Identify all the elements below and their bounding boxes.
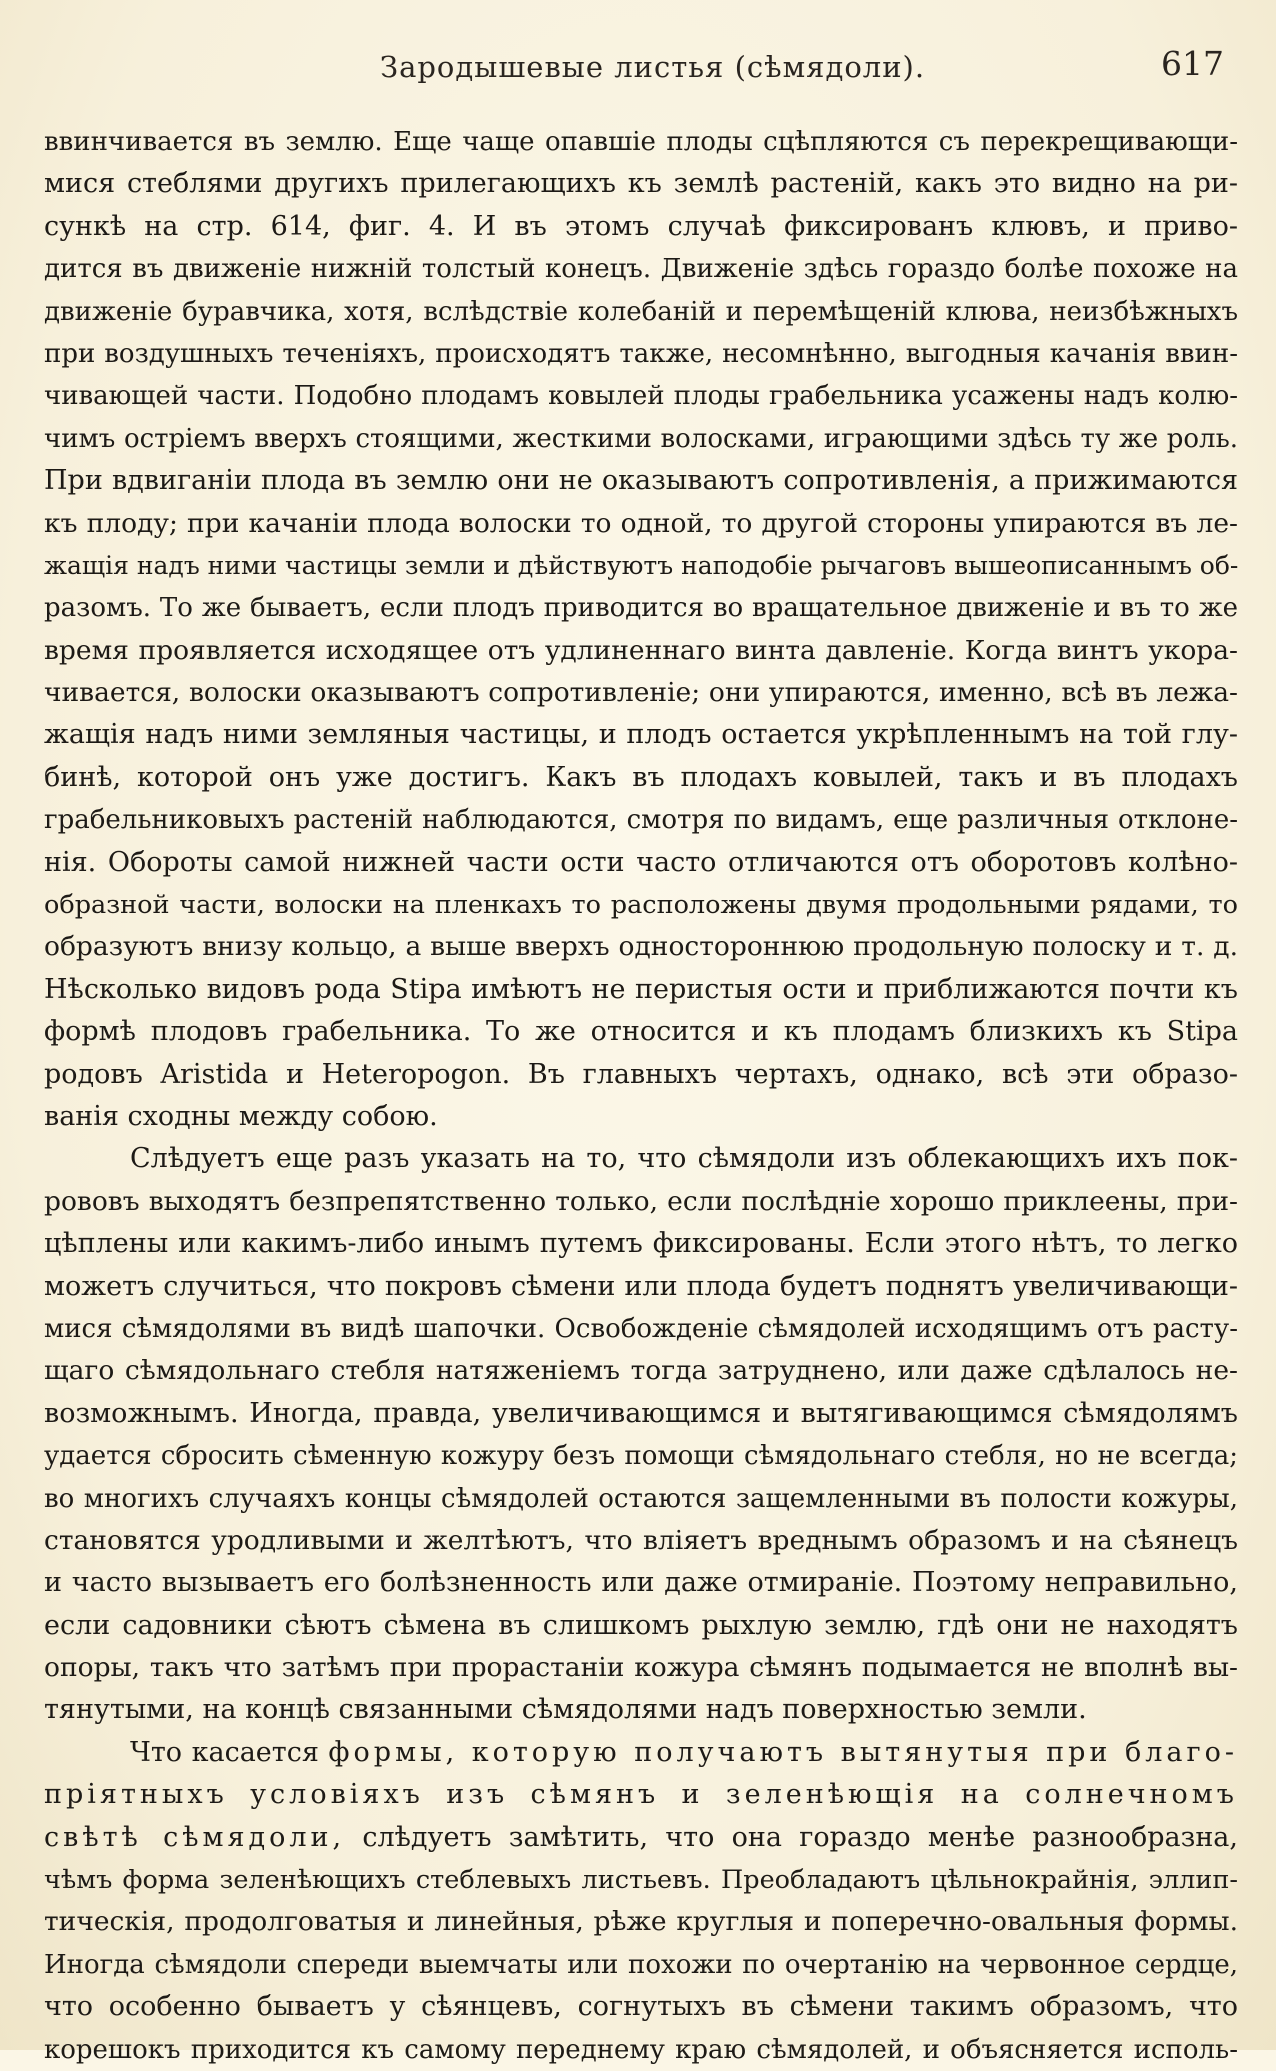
text-line: чивается, волоски оказываютъ сопротивленiе; они упираются, именно, всѣ въ лежа- xyxy=(44,677,1238,709)
text-line: тянутыми, на концѣ связанными сѣмядолями надъ поверхностью земли. xyxy=(44,1694,1087,1726)
emphasized-text: свѣтѣ сѣмядоли, xyxy=(44,1821,346,1853)
text-line: къ плоду; при качанiи плода волоски то одной, то другой стороны упираются въ ле- xyxy=(44,507,1238,539)
text-line: грабельниковыхъ растенiй наблюдаются, смотря по видамъ, еще различныя отклоне- xyxy=(44,805,1238,836)
page-number: 617 xyxy=(1161,44,1224,83)
text-line: чивающей части. Подобно плодамъ ковылей плоды грабельника усажены надъ колю- xyxy=(44,381,1238,412)
text-line: ванiя сходны между собою. xyxy=(44,1100,438,1132)
text-line: чимъ острiемъ вверхъ стоящими, жесткими волосками, играющими здѣсь ту же роль. xyxy=(44,423,1238,454)
text-line xyxy=(44,1732,1238,1774)
text-line: дится въ движенiе нижнiй толстый конецъ. Движенiе здѣсь гораздо болѣе похоже на xyxy=(44,254,1238,285)
text-line: сункѣ на стр. 614, фиг. 4. И въ этомъ случаѣ фиксированъ клювъ, и приво- xyxy=(44,210,1238,242)
text-line: щаго сѣмядольнаго стебля натяженiемъ тогда затруднено, или даже сдѣлалось не- xyxy=(44,1355,1238,1387)
text-line: что особенно бываетъ у сѣянцевъ, согнутыхъ въ сѣмени такимъ образомъ, что xyxy=(44,1991,1238,2023)
text-line: можетъ случиться, что покровъ сѣмени или плода будетъ поднятъ увеличивающи- xyxy=(44,1270,1238,1302)
text-line: жащiя надъ ними земляныя частицы, и плодъ остается укрѣпленнымъ на той глу- xyxy=(44,719,1238,751)
text-line: чѣмъ форма зеленѣющихъ стеблевыхъ листьевъ. Преобладаютъ цѣльнокрайнiя, эллип- xyxy=(44,1865,1238,1896)
text-line: движенiе буравчика, хотя, вслѣдствiе колебанiй и перемѣщенiй клюва, неизбѣжныхъ xyxy=(44,296,1238,327)
text-line: образуютъ внизу кольцо, а выше вверхъ одностороннюю продольную полоску и т. д. xyxy=(44,931,1238,963)
text-line: рововъ выходятъ безпрепятственно только, если послѣднiе хорошо приклеены, при- xyxy=(44,1185,1238,1217)
text-line: бинѣ, которой онъ уже достигъ. Какъ въ плодахъ ковылей, такъ и въ плодахъ xyxy=(44,761,1238,793)
text-line: Иногда сѣмядоли спереди выемчаты или похожи по очертанiю на червонное сердце, xyxy=(44,1949,1238,1980)
text-line: во многихъ случаяхъ концы сѣмядолей остаются защемленными въ полости кожуры, xyxy=(44,1483,1238,1514)
text-line: время проявляется исходящее отъ удлиненнаго винта давленiе. Когда винтъ укора- xyxy=(44,634,1238,666)
text-line: и часто вызываетъ его болѣзненность или даже отмиранiе. Поэтому неправильно, xyxy=(44,1567,1238,1599)
text-line: корешокъ приходится къ самому переднему краю сѣмядолей, и объясняется исполь- xyxy=(44,2034,1238,2065)
text-line: Слѣдуетъ еще разъ указать на то, что сѣмядоли изъ облекающихъ ихъ пок- xyxy=(130,1143,1238,1175)
text-line: При вдвиганiи плода въ землю они не оказываютъ сопротивленiя, а прижимаются xyxy=(44,465,1238,497)
text-line: родовъ Aristida и Heteropogon. Въ главныхъ чертахъ, однако, всѣ эти образо- xyxy=(44,1058,1238,1090)
emphasized-line: прiятныхъ условiяхъ изъ сѣмянъ и зеленѣющiя на солнечномъ xyxy=(44,1779,1238,1811)
text-run: Что касается xyxy=(130,1736,329,1768)
text-line: мися сѣмядолями въ видѣ шапочки. Освобожденiе сѣмядолей исходящимъ отъ расту- xyxy=(44,1313,1238,1344)
text-line: жащiя надъ ними частицы земли и дѣйствуютъ наподобiе рычаговъ вышеописаннымъ об- xyxy=(44,550,1239,580)
text-line: если садовники сѣютъ сѣмена въ слишкомъ рыхлую землю, гдѣ они не находятъ xyxy=(44,1609,1238,1641)
body-text xyxy=(44,121,1238,2071)
running-title: Зародышевые листья (сѣмядоли). xyxy=(380,50,926,84)
text-line: ввинчивается въ землю. Еще чаще опавшiе плоды сцѣпляются съ перекрещивающи- xyxy=(44,127,1238,157)
text-line: удается сбросить сѣменную кожуру безъ помощи сѣмядольнаго стебля, но не всегда; xyxy=(44,1441,1238,1472)
text-line: формѣ плодовъ грабельника. То же относится и къ плодамъ близкихъ къ Stipa xyxy=(44,1016,1238,1048)
text-line: образной части, волоски на пленкахъ то расположены двумя продольными рядами, то xyxy=(44,890,1238,921)
text-line: Нѣсколько видовъ рода Stipa имѣютъ не перистыя ости и приближаются почти къ xyxy=(44,973,1238,1005)
text-line: нiя. Обороты самой нижней части ости часто отличаются отъ оборотовъ колѣно- xyxy=(44,846,1238,878)
text-line: тическiя, продолговатыя и линейныя, рѣже круглыя и поперечно-овальныя формы. xyxy=(44,1906,1238,1938)
emphasized-text: формы, которую получаютъ вытянутыя при благо- xyxy=(328,1736,1238,1768)
text-line: опоры, такъ что затѣмъ при прорастанiи кожура сѣмянъ подымается не вполнѣ вы- xyxy=(44,1652,1238,1684)
text-line: становятся уродливыми и желтѣютъ, что влiяетъ вреднымъ образомъ и на сѣянецъ xyxy=(44,1524,1238,1556)
text-line: цѣплены или какимъ-либо инымъ путемъ фиксированы. Если этого нѣтъ, то легко xyxy=(44,1228,1238,1260)
text-line: разомъ. То же бываетъ, если плодъ приводится во вращательное движенiе и въ то же xyxy=(44,593,1238,624)
text-line: мися стеблями другихъ прилегающихъ къ землѣ растенiй, какъ это видно на ри- xyxy=(44,168,1238,200)
text-line: возможнымъ. Иногда, правда, увеличивающимся и вытягивающимся сѣмядолямъ xyxy=(44,1397,1238,1429)
text-line xyxy=(44,1817,1238,1859)
text-line: при воздушныхъ теченiяхъ, происходятъ также, несомнѣнно, выгодныя качанiя ввин- xyxy=(44,338,1238,369)
text-run: слѣдуетъ замѣтить, что она гораздо менѣе разнообразна, xyxy=(345,1821,1238,1853)
